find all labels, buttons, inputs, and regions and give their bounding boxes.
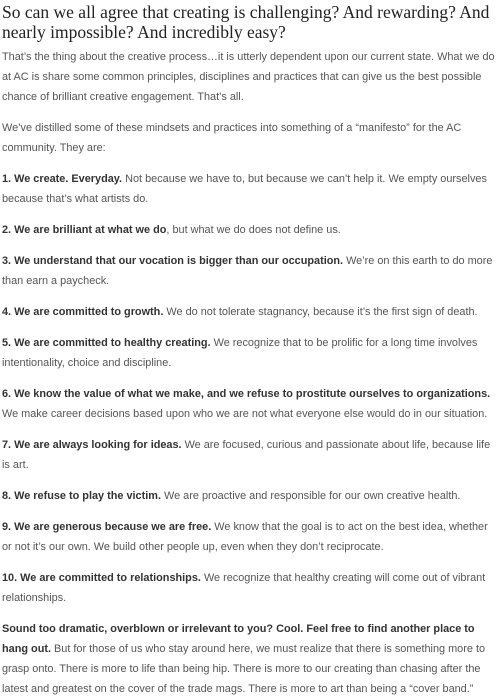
manifesto-item (2, 517, 497, 557)
manifesto-item-text: , but what we do does not define us. (166, 224, 341, 236)
manifesto-item-text: We are focused, curious and passionate about life, because life is art. (2, 439, 491, 471)
manifesto-item-heading: 3. We understand that our vocation is bigger than our occupation. (2, 255, 344, 267)
manifesto-item-text: We make career decisions based upon who we are not what everyone else would do in our situation. (2, 408, 488, 420)
manifesto-item-heading: 7. We are always looking for ideas. (2, 439, 182, 451)
intro-paragraph: That’s the thing about the creative process…it is utterly dependent upon our current state. What we do at AC is share some common principles, disciplines and practices that can give us the best possible chance of brilliant creative engagement. That’s all. (2, 51, 495, 103)
manifesto-item (2, 251, 497, 291)
manifesto-item (2, 435, 497, 475)
manifesto-item (2, 333, 497, 373)
manifesto-item-heading: 5. We are committed to healthy creating. (2, 337, 211, 349)
manifesto-item-heading: 9. We are generous because we are free. (2, 521, 212, 533)
article-title: So can we all agree that creating is challenging? And rewarding? And nearly impossible? And incredibly easy? (2, 2, 490, 42)
manifesto-item-heading: 1. We create. Everyday. (2, 173, 123, 185)
manifesto-item (2, 220, 497, 240)
manifesto-item-text: We do not tolerate stagnancy, because it’s the first sign of death. (163, 306, 478, 318)
manifesto-item-heading: 4. We are committed to growth. (2, 306, 164, 318)
manifesto-item (2, 169, 497, 209)
closing-text: But for those of us who stay around here, we must realize that there is something more to grasp onto. There is more to life than being hip. There is more to our creating than chasing after the latest and greatest on the cover of the trade mags. There is more to art than being a “cover band.” (2, 643, 486, 695)
manifesto-item-text: Not because we have to, but because we can’t help it. We empty ourselves because that’s what artists do. (2, 173, 487, 205)
manifesto-item (2, 384, 497, 424)
closing-heading: Sound too dramatic, overblown or irrelevant to you? Cool. Feel free to find another place to hang out. (2, 623, 475, 655)
manifesto-item-text: We know that the goal is to act on the best idea, whether or not it’s our own. We build other people up, even when they don’t reciprocate. (2, 521, 488, 553)
manifesto-item (2, 568, 497, 608)
manifesto-item-text: We recognize that healthy creating will come out of vibrant relationships. (2, 572, 486, 604)
manifesto-item-heading: 2. We are brilliant at what we do (2, 224, 167, 236)
manifesto-item (2, 486, 497, 506)
manifesto-item-heading: 6. We know the value of what we make, and we refuse to prostitute ourselves to organizations. (2, 388, 491, 400)
manifesto-item-text: We are proactive and responsible for our own creative health. (160, 490, 461, 502)
intro-paragraph: We’ve distilled some of these mindsets and practices into something of a “manifesto” for the AC community. They are: (2, 122, 462, 154)
manifesto-item-heading: 8. We refuse to play the victim. (2, 490, 161, 502)
manifesto-item-heading: 10. We are committed to relationships. (2, 572, 201, 584)
manifesto-item-text: We recognize that to be prolific for a long time involves intentionality, choice and discipline. (2, 337, 478, 369)
manifesto-item-text: We’re on this earth to do more than earn a paycheck. (2, 255, 493, 287)
closing-paragraph (2, 619, 497, 699)
manifesto-item (2, 302, 497, 322)
